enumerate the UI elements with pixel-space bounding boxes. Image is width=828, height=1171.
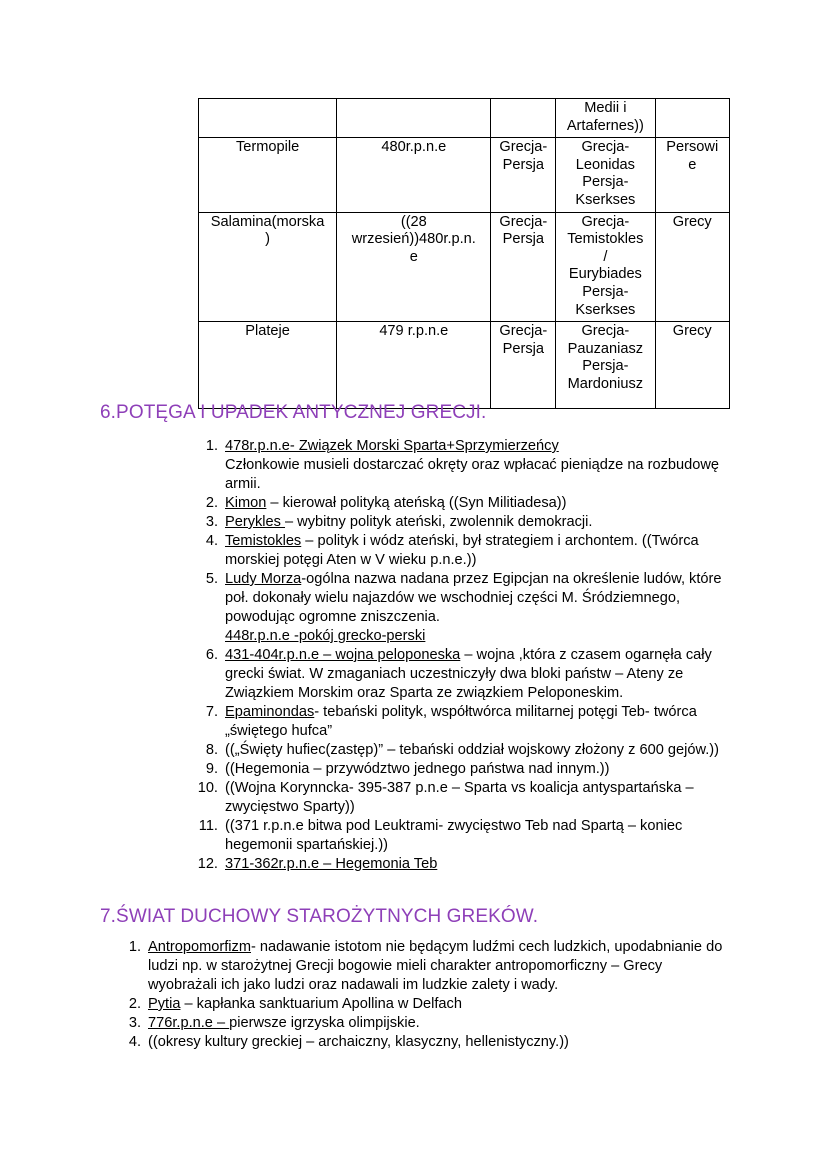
list-item [197, 855, 735, 874]
list-text: ((Hegemonia – przywództwo jednego państwa nad innym.)) [225, 761, 610, 777]
battle-sides-cell: Grecja- Persja [491, 322, 556, 409]
list-item [200, 494, 735, 513]
list-item [123, 938, 728, 995]
list-number: 1. [205, 438, 218, 454]
list-term: 478r.p.n.e- Związek Morski Sparta+Sprzymierzeńcy [225, 438, 559, 454]
list-text: - nadawanie istotom nie będącym ludźmi cech ludzkich, upodabnianie do ludzi np. w starożytnej Grecji bogowie mieli charakter antropomorficzny – Grecy wyobrażali ich jako ludzi oraz nadawali im ludzkie zalety i wady. [148, 939, 723, 993]
list-extra-text: Członkowie musieli dostarczać okręty oraz wpłacać pieniądze na rozbudowę armii. [225, 457, 719, 492]
battle-name-cell: Plateje [199, 322, 337, 409]
list-text: ((okresy kultury greckiej – archaiczny, klasyczny, hellenistyczny.)) [148, 1034, 569, 1050]
section-6-list [197, 437, 735, 874]
list-text: - tebański polityk, współtwórca militarnej potęgi Teb- twórca „świętego hufca” [225, 704, 697, 739]
battle-winner-cell: Grecy [655, 322, 730, 409]
battle-commanders-cell: Grecja- Leonidas Persja- Kserkses [556, 138, 655, 212]
list-text: – kierował polityką ateńską ((Syn Militiadesa)) [266, 495, 567, 511]
list-text: ((371 r.p.n.e bitwa pod Leuktrami- zwycięstwo Teb nad Spartą – koniec hegemonii spartańskiej.)) [225, 818, 683, 853]
battle-commanders-cell: Grecja- Pauzaniasz Persja- Mardoniusz [556, 322, 655, 409]
list-item [200, 760, 735, 779]
list-item [200, 646, 735, 703]
list-item [200, 437, 735, 494]
list-number: 11. [198, 818, 218, 834]
list-item [197, 779, 735, 817]
list-term: Temistokles [225, 533, 302, 549]
battle-winner-cell: Persowi e [655, 138, 730, 212]
list-extra-term: 448r.p.n.e -pokój grecko-perski [225, 628, 426, 644]
battle-row [199, 212, 730, 322]
list-term: 431-404r.p.n.e – wojna peloponeska [225, 647, 461, 663]
list-number: 10. [197, 780, 218, 796]
list-text: ((Wojna Korynncka- 395-387 p.n.e – Sparta vs koalicja antyspartańska – zwycięstwo Sparty)) [225, 780, 694, 815]
list-term: 776r.p.n.e – [148, 1015, 230, 1031]
battle-winner-cell [655, 99, 730, 138]
list-item [123, 1033, 728, 1052]
battle-name-cell: Termopile [199, 138, 337, 212]
list-number: 12. [197, 856, 218, 872]
list-text: – polityk i wódz ateński, był strategiem i archontem. ((Twórca morskiej potęgi Aten w V wieku p.n.e.)) [225, 533, 699, 568]
battle-commanders-cell: Grecja- Temistokles / Eurybiades Persja- Kserkses [556, 212, 655, 322]
list-number: 1. [128, 939, 141, 955]
list-item [123, 1014, 728, 1033]
battle-sides-cell [491, 99, 556, 138]
list-number: 4. [128, 1034, 141, 1050]
battle-row [199, 99, 730, 138]
list-number: 2. [128, 996, 141, 1012]
list-item [200, 570, 735, 646]
list-term: Pytia [148, 996, 181, 1012]
list-term: Ludy Morza [225, 571, 302, 587]
battles-table-body [199, 99, 730, 409]
list-text: – wojna ,która z czasem ogarnęła cały grecki świat. W zmaganiach uczestniczyły dwa bloki państw – Ateny ze Związkiem Morskim oraz Sparta ze związkiem Peloponeskim. [225, 647, 712, 701]
battle-sides-cell: Grecja- Persja [491, 138, 556, 212]
list-item [200, 532, 735, 570]
list-item [123, 995, 728, 1014]
battle-sides-cell: Grecja- Persja [491, 212, 556, 322]
list-term: Epaminondas [225, 704, 315, 720]
list-number: 9. [205, 761, 218, 777]
list-text: – wybitny polityk ateński, zwolennik demokracji. [285, 514, 593, 530]
battle-commanders-cell: Medii i Artafernes)) [556, 99, 655, 138]
list-number: 3. [205, 514, 218, 530]
battle-name-cell [199, 99, 337, 138]
list-item [200, 703, 735, 741]
list-number: 8. [205, 742, 218, 758]
battle-date-cell: ((28 wrzesień))480r.p.n. e [337, 212, 491, 322]
battles-table [198, 98, 730, 409]
list-text: ((„Święty hufiec(zastęp)” – tebański oddział wojskowy złożony z 600 gejów.)) [225, 742, 719, 758]
list-text: pierwsze igrzyska olimpijskie. [229, 1015, 420, 1031]
section-7-heading: 7.ŚWIAT DUCHOWY STAROŻYTNYCH GREKÓW. [100, 906, 539, 927]
list-number: 4. [205, 533, 218, 549]
list-term: Antropomorfizm [148, 939, 251, 955]
section-6-heading: 6.POTĘGA I UPADEK ANTYCZNEJ GRECJI. [100, 402, 487, 423]
battle-name-cell: Salamina(morska ) [199, 212, 337, 322]
list-text: -ogólna nazwa nadana przez Egipcjan na określenie ludów, które poł. dokonały wielu najazdów we wschodniej części M. Śródziemnego, powodując ogromne zniszczenia. [225, 571, 722, 625]
battle-date-cell [337, 99, 491, 138]
battle-date-cell: 479 r.p.n.e [337, 322, 491, 409]
battle-row [199, 138, 730, 212]
list-item [200, 741, 735, 760]
list-term: Kimon [225, 495, 267, 511]
list-item [200, 817, 735, 855]
section-7-list [123, 938, 728, 1052]
list-number: 6. [205, 647, 218, 663]
battle-winner-cell: Grecy [655, 212, 730, 322]
list-number: 7. [205, 704, 218, 720]
list-term: Perykles [225, 514, 286, 530]
list-item [200, 513, 735, 532]
list-term: 371-362r.p.n.e – Hegemonia Teb [225, 856, 438, 872]
battle-date-cell: 480r.p.n.e [337, 138, 491, 212]
battle-row [199, 322, 730, 409]
list-number: 5. [205, 571, 218, 587]
list-text: – kapłanka sanktuarium Apollina w Delfach [180, 996, 462, 1012]
list-number: 3. [128, 1015, 141, 1031]
list-number: 2. [205, 495, 218, 511]
